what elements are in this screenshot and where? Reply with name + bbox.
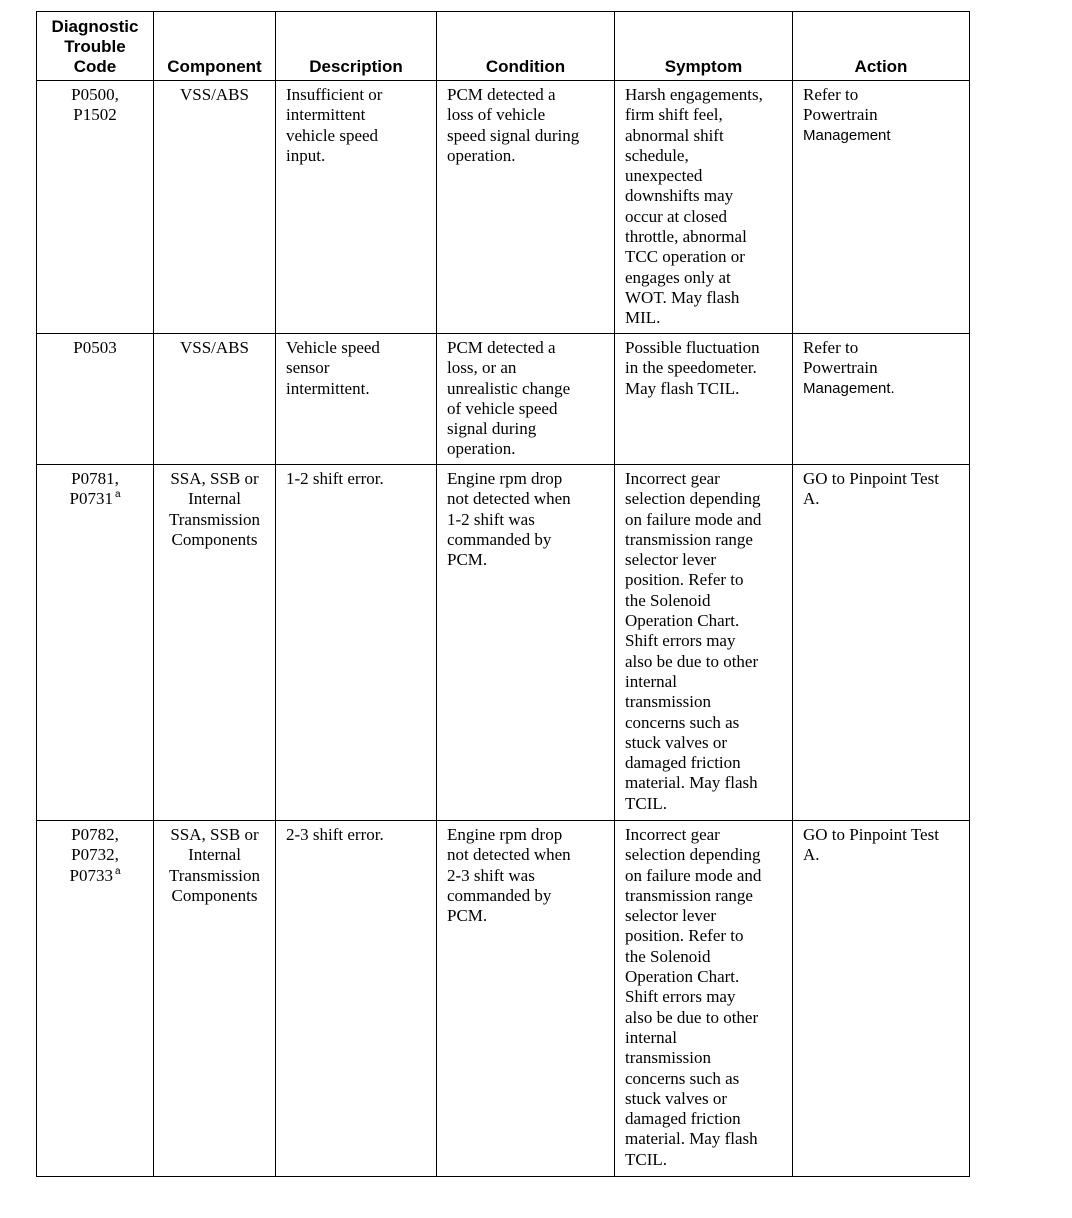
cell-line: TCIL. [625,1149,668,1169]
cell-line: GO to Pinpoint Test [803,469,939,488]
cell-description [276,334,437,465]
cell-line: SSA, SSB or [170,469,259,488]
cell-line: P0732, [71,845,119,865]
cell-condition [437,821,615,1177]
cell-line: P0782, [71,825,119,844]
cell-line: concerns such as [625,1068,740,1088]
cell-line: position. Refer to [625,926,744,946]
cell-component [154,334,276,465]
footnote-marker: a [114,865,121,877]
cell-line: Refer to [803,338,859,357]
table-row [37,821,970,1177]
cell-line: transmission range [625,529,753,549]
cell-line: Insufficient or [286,85,383,104]
cell-description [276,465,437,821]
cell-line: loss, or an [447,358,517,378]
cell-line: May flash TCIL. [625,378,740,398]
cell-component [154,81,276,334]
cell-line: 1-2 shift was [447,509,535,529]
cell-action [793,465,970,821]
cell-line: A. [803,489,820,509]
cell-line: Operation Chart. [625,967,740,987]
cell-symptom [615,465,793,821]
cell-line: material. May flash [625,773,758,793]
cell-line: Engine rpm drop [447,825,563,844]
cell-line: the Solenoid [625,946,711,966]
dtc-code: P0731 [69,489,113,509]
cell-line: Components [171,885,258,905]
footnote-marker: a [114,489,121,501]
cell-component [154,465,276,821]
cell-line: Internal [188,489,241,509]
cell-line: P0503 [73,338,117,357]
cell-line [41,489,149,509]
cell-line: 1-2 shift error. [286,469,384,488]
cell-component [154,821,276,1177]
cell-condition [437,334,615,465]
cell-line: MIL. [625,308,661,328]
cell-line: unexpected [625,166,703,186]
table-row [37,465,970,821]
dtc-table [36,11,970,1177]
cell-line: VSS/ABS [180,85,249,104]
cell-line: VSS/ABS [180,338,249,357]
header-description: Description [276,12,437,81]
cell-line: firm shift feel, [625,105,723,125]
cell-line: Components [171,529,258,549]
cell-line: PCM. [447,550,488,570]
cell-line: engages only at [625,267,731,287]
cell-line: operation. [447,439,516,459]
cell-line: operation. [447,145,516,165]
cell-line: PCM detected a [447,338,556,357]
cell-line: loss of vehicle [447,105,546,125]
cell-line: also be due to other [625,651,759,671]
cell-line: Vehicle speed [286,338,380,357]
cell-line: transmission [625,1048,711,1068]
cell-line: selector lever [625,550,717,570]
cell-line: sensor [286,358,330,378]
cell-line: TCC operation or [625,247,745,267]
cell-line: schedule, [625,145,689,165]
cell-line: stuck valves or [625,732,727,752]
cell-line: Operation Chart. [625,611,740,631]
header-component: Component [154,12,276,81]
cell-condition [437,465,615,821]
cell-line: speed signal during [447,125,580,145]
cell-line: position. Refer to [625,570,744,590]
cell-line: P0500, [71,85,119,104]
cell-line: in the speedometer. [625,358,757,378]
cell-line: P0781, [71,469,119,488]
cell-line: damaged friction [625,753,741,773]
cell-line: throttle, abnormal [625,227,747,247]
cell-line: Powertrain [803,105,878,125]
cell-line: WOT. May flash [625,287,740,307]
cell-line: also be due to other [625,1007,759,1027]
header-row [37,12,970,81]
cell-line: transmission [625,692,711,712]
cell-line: selector lever [625,906,717,926]
cell-line: material. May flash [625,1129,758,1149]
header-condition: Condition [437,12,615,81]
cell-symptom [615,821,793,1177]
cell-line: A. [803,845,820,865]
cell-line: not detected when [447,489,571,509]
cell-line: occur at closed [625,206,727,226]
cell-description [276,821,437,1177]
cell-line: Management [803,126,891,144]
cell-line: on failure mode and [625,509,762,529]
cell-line: 2-3 shift error. [286,825,384,844]
cell-line: the Solenoid [625,590,711,610]
cell-line: Incorrect gear [625,469,720,488]
cell-line: PCM. [447,906,488,926]
cell-dtc [37,334,154,465]
cell-dtc [37,465,154,821]
cell-line: concerns such as [625,712,740,732]
cell-line: selection depending [625,489,761,509]
cell-line: abnormal shift [625,125,724,145]
cell-line: Harsh engagements, [625,85,763,104]
cell-line: on failure mode and [625,865,762,885]
cell-line: stuck valves or [625,1088,727,1108]
cell-line: damaged friction [625,1109,741,1129]
cell-action [793,81,970,334]
cell-line: internal [625,1027,677,1047]
header-dtc-line: Trouble [64,37,126,56]
cell-line: Incorrect gear [625,825,720,844]
dtc-code: P0733 [69,865,113,885]
cell-line: SSA, SSB or [170,825,259,844]
cell-line: Management. [803,379,895,397]
cell-symptom [615,334,793,465]
cell-line: Refer to [803,85,859,104]
cell-action [793,821,970,1177]
table-row [37,81,970,334]
cell-line: downshifts may [625,186,734,206]
cell-line: Possible fluctuation [625,338,760,357]
cell-line: Transmission [168,865,260,885]
cell-description [276,81,437,334]
cell-line: Powertrain [803,358,878,378]
cell-line: Shift errors may [625,987,736,1007]
cell-line: transmission range [625,885,753,905]
cell-line: P1502 [73,105,117,125]
header-dtc-line: Code [73,57,117,76]
cell-line: TCIL. [625,793,668,813]
table-row [37,334,970,465]
cell-line: internal [625,671,677,691]
cell-line: input. [286,145,326,165]
cell-line: Internal [188,845,241,865]
cell-line [41,866,149,886]
header-symptom: Symptom [615,12,793,81]
cell-line: selection depending [625,845,761,865]
cell-line: 2-3 shift was [447,865,535,885]
cell-line: intermittent [286,105,366,125]
cell-line: signal during [447,419,537,439]
cell-line: unrealistic change [447,378,571,398]
cell-line: GO to Pinpoint Test [803,825,939,844]
cell-line: commanded by [447,885,552,905]
cell-line: not detected when [447,845,571,865]
header-dtc [37,12,154,81]
cell-line: Transmission [168,509,260,529]
cell-dtc [37,81,154,334]
header-action: Action [793,12,970,81]
cell-action [793,334,970,465]
cell-line: commanded by [447,529,552,549]
cell-dtc [37,821,154,1177]
cell-line: Engine rpm drop [447,469,563,488]
cell-line: Shift errors may [625,631,736,651]
cell-symptom [615,81,793,334]
cell-line: vehicle speed [286,125,379,145]
header-dtc-line: Diagnostic [51,17,139,36]
cell-line: of vehicle speed [447,398,558,418]
cell-line: PCM detected a [447,85,556,104]
cell-line: intermittent. [286,378,370,398]
cell-condition [437,81,615,334]
